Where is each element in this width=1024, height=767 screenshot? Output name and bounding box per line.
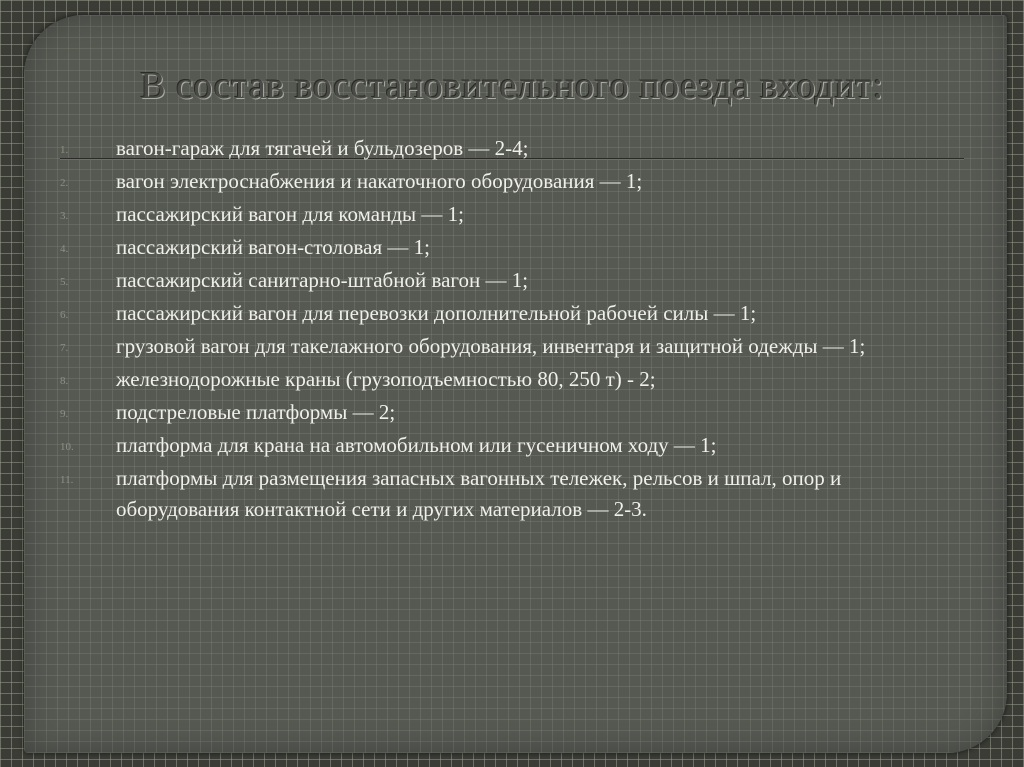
list-item-text: вагон-гараж для тягачей и бульдозеров — 2-4; [116, 136, 529, 160]
list-item-8 [60, 364, 940, 397]
list-number: 8. [60, 375, 69, 387]
list-item-10 [60, 430, 940, 463]
list-item-text: железнодорожные краны (грузоподъемностью 80, 250 т) - 2; [116, 367, 656, 391]
content-list [60, 133, 940, 525]
list-item-5 [60, 265, 940, 298]
list-item-text: пассажирский вагон для команды — 1; [116, 202, 464, 226]
list-number: 9. [60, 408, 69, 420]
list-item-2 [60, 166, 940, 199]
list-item-1 [60, 133, 940, 166]
list-item-6 [60, 298, 940, 331]
list-item-text: грузовой вагон для такелажного оборудования, инвентаря и защитной одежды — 1; [116, 334, 866, 358]
list-item-4 [60, 232, 940, 265]
list-number: 11. [60, 474, 74, 486]
list-item-text: платформа для крана на автомобильном или гусеничном ходу — 1; [116, 433, 717, 457]
list-item-11 [60, 463, 940, 525]
list-item-text: пассажирский вагон-столовая — 1; [116, 235, 430, 259]
list-item-9 [60, 397, 940, 430]
list-number: 3. [60, 210, 69, 222]
list-number: 4. [60, 243, 69, 255]
list-item-3 [60, 199, 940, 232]
list-number: 10. [60, 441, 74, 453]
list-item-text: пассажирский вагон для перевозки дополнительной рабочей силы — 1; [116, 301, 757, 325]
slide-title: В состав восстановительного поезда входит: [140, 65, 884, 107]
list-item-text: пассажирский санитарно-штабной вагон — 1; [116, 268, 529, 292]
list-number: 2. [60, 177, 69, 189]
list-item-7 [60, 331, 940, 364]
list-number: 1. [60, 144, 69, 156]
list-item-text: вагон электроснабжения и накаточного оборудования — 1; [116, 169, 643, 193]
list-item-text: подстреловые платформы — 2; [116, 400, 396, 424]
list-number: 5. [60, 276, 69, 288]
list-number: 7. [60, 342, 69, 354]
list-item-text: платформы для размещения запасных вагонных тележек, рельсов и шпал, опор и оборудования контактной сети и других материалов — 2-3. [116, 466, 842, 521]
list-number: 6. [60, 309, 69, 321]
